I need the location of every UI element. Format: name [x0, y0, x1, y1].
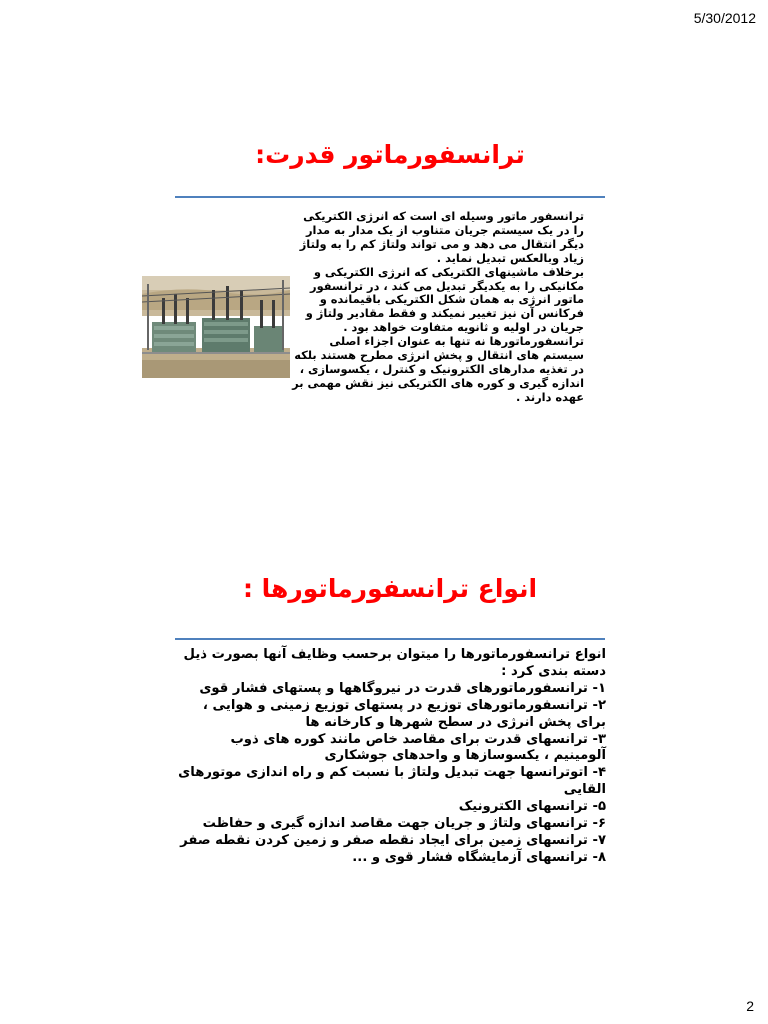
paragraph-comparison: برخلاف ماشینهای الکتریکی که انرژی الکتریکی و مکانیکی را به یکدیگر تبدیل می کند ، در ترانسفور ماتور انرژی به همان شکل الکتریکی باقیمانده و فرکانس آن نیز تغییر نمیکند و فقط مقادیر ولتاژ و جریان در اولیه و ثانویه متفاوت خواهد بود . — [305, 264, 584, 335]
list-item: ۴- اتوترانسها جهت تبدیل ولتاژ با نسبت کم و راه اندازی موتورهای القایی — [178, 765, 606, 798]
section-title-transformer-types: انواع ترانسفورماتورها : — [242, 574, 538, 603]
slide-date: 5/30/2012 — [693, 10, 756, 26]
list-item: ۳- ترانسهای قدرت برای مقاصد خاص مانند کوره های ذوب آلومینیم ، یکسوسازها و واحدهای جوشکاری — [230, 731, 606, 764]
list-item: ۱- ترانسفورماتورهای قدرت در نیروگاهها و پستهای فشار قوی — [199, 680, 606, 696]
list-item: ۶- ترانسهای ولتاژ و جریان جهت مقاصد اندازه گیری و حفاظت — [202, 816, 606, 832]
list-item: ۷- ترانسهای زمین برای ایجاد نقطه صفر و زمین کردن نقطه صفر — [180, 832, 606, 848]
power-transformer-description — [292, 210, 584, 405]
section-title-power-transformer: ترانسفورماتور قدرت: — [255, 140, 525, 169]
transformer-photo — [142, 276, 290, 378]
transformer-types-list — [178, 647, 606, 867]
list-item: ۸- ترانسهای آزمایشگاه فشار قوی و ... — [352, 849, 606, 865]
page-number: 2 — [746, 998, 754, 1014]
list-item: ۲- ترانسفورماتورهای توزیع در پستهای توزیع زمینی و هوایی ، برای پخش انرژی در سطح شهرها و کارخانه ها — [202, 697, 606, 730]
list-item: ۵- ترانسهای الکترونیک — [458, 799, 606, 815]
paragraph-definition: ترانسفور ماتور وسیله ای است که انرژی الکتریکی را در یک سیستم جریان متناوب از یک مدار به مدار دیگر انتقال می دهد و می تواند ولتاژ کم را به ولتاژ زیاد وبالعکس تبدیل نماید . — [299, 209, 584, 265]
paragraph-applications: ترانسفورماتورها نه تنها به عنوان اجزاء اصلی سیستم های انتقال و پخش انرژی مطرح هستند بلکه در تغذیه مدارهای الکترونیک و کنترل ، یکسوسازی ، اندازه گیری و کوره های الکتریکی نیز نقش مهمی بر عهده دارند . — [292, 334, 584, 404]
types-intro: انواع ترانسفورماتورها را میتوان برحسب وظایف آنها بصورت ذیل دسته بندی کرد : — [183, 647, 606, 679]
title-underline — [175, 638, 605, 640]
title-underline — [175, 196, 605, 198]
